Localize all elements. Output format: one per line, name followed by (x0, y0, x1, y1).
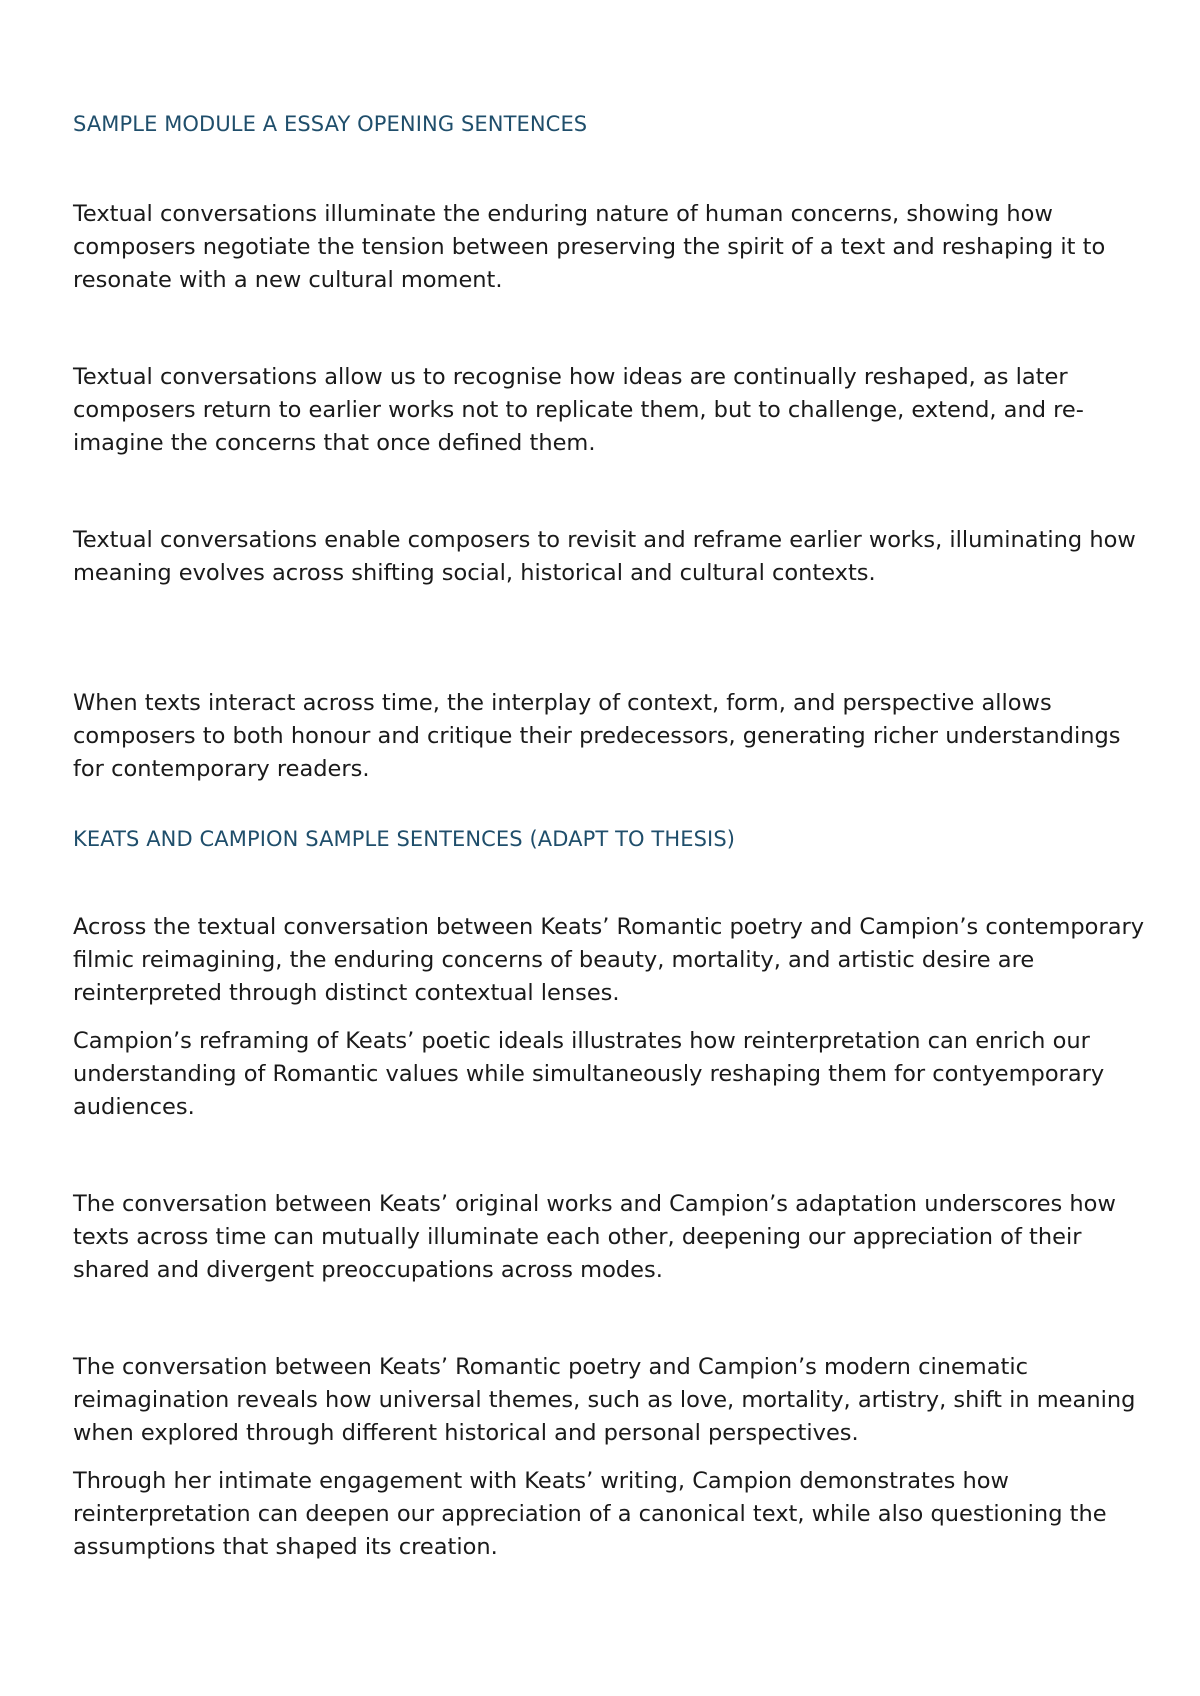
section-heading-keats-campion: KEATS AND CAMPION SAMPLE SENTENCES (ADAPT TO THESIS) (73, 827, 736, 851)
paragraph: Campion’s reframing of Keats’ poetic ideals illustrates how reinterpretation can enrich our understanding of Romantic values while simultaneously reshaping them for contyemporary audiences. (73, 1028, 1105, 1120)
paragraph: Textual conversations allow us to recognise how ideas are continually reshaped, as later composers return to earlier works not to replicate them, but to challenge, extend, and re-imagine the concerns that once defined them. (73, 364, 1084, 456)
paragraph: Textual conversations enable composers to revisit and reframe earlier works, illuminating how meaning evolves across shifting social, historical and cultural contexts. (73, 527, 1136, 586)
paragraph: When texts interact across time, the interplay of context, form, and perspective allows composers to both honour and critique their predecessors, generating richer understandings for contemporary readers. (73, 690, 1121, 782)
paragraph: Across the textual conversation between Keats’ Romantic poetry and Campion’s contemporary filmic reimagining, the enduring concerns of beauty, mortality, and artistic desire are reinterpreted through distinct contextual lenses. (73, 914, 1145, 1006)
paragraph: The conversation between Keats’ original works and Campion’s adaptation underscores how texts across time can mutually illuminate each other, deepening our appreciation of their shared and divergent preoccupations across modes. (73, 1191, 1116, 1283)
section-heading-opening-sentences: SAMPLE MODULE A ESSAY OPENING SENTENCES (73, 112, 588, 136)
paragraph: Textual conversations illuminate the enduring nature of human concerns, showing how composers negotiate the tension between preserving the spirit of a text and reshaping it to resonate with a new cultural moment. (73, 201, 1106, 293)
paragraph: The conversation between Keats’ Romantic poetry and Campion’s modern cinematic reimagination reveals how universal themes, such as love, mortality, artistry, shift in meaning when explored through different historical and personal perspectives. (73, 1354, 1136, 1446)
paragraph: Through her intimate engagement with Keats’ writing, Campion demonstrates how reinterpretation can deepen our appreciation of a canonical text, while also questioning the assumptions that shaped its creation. (73, 1468, 1107, 1560)
